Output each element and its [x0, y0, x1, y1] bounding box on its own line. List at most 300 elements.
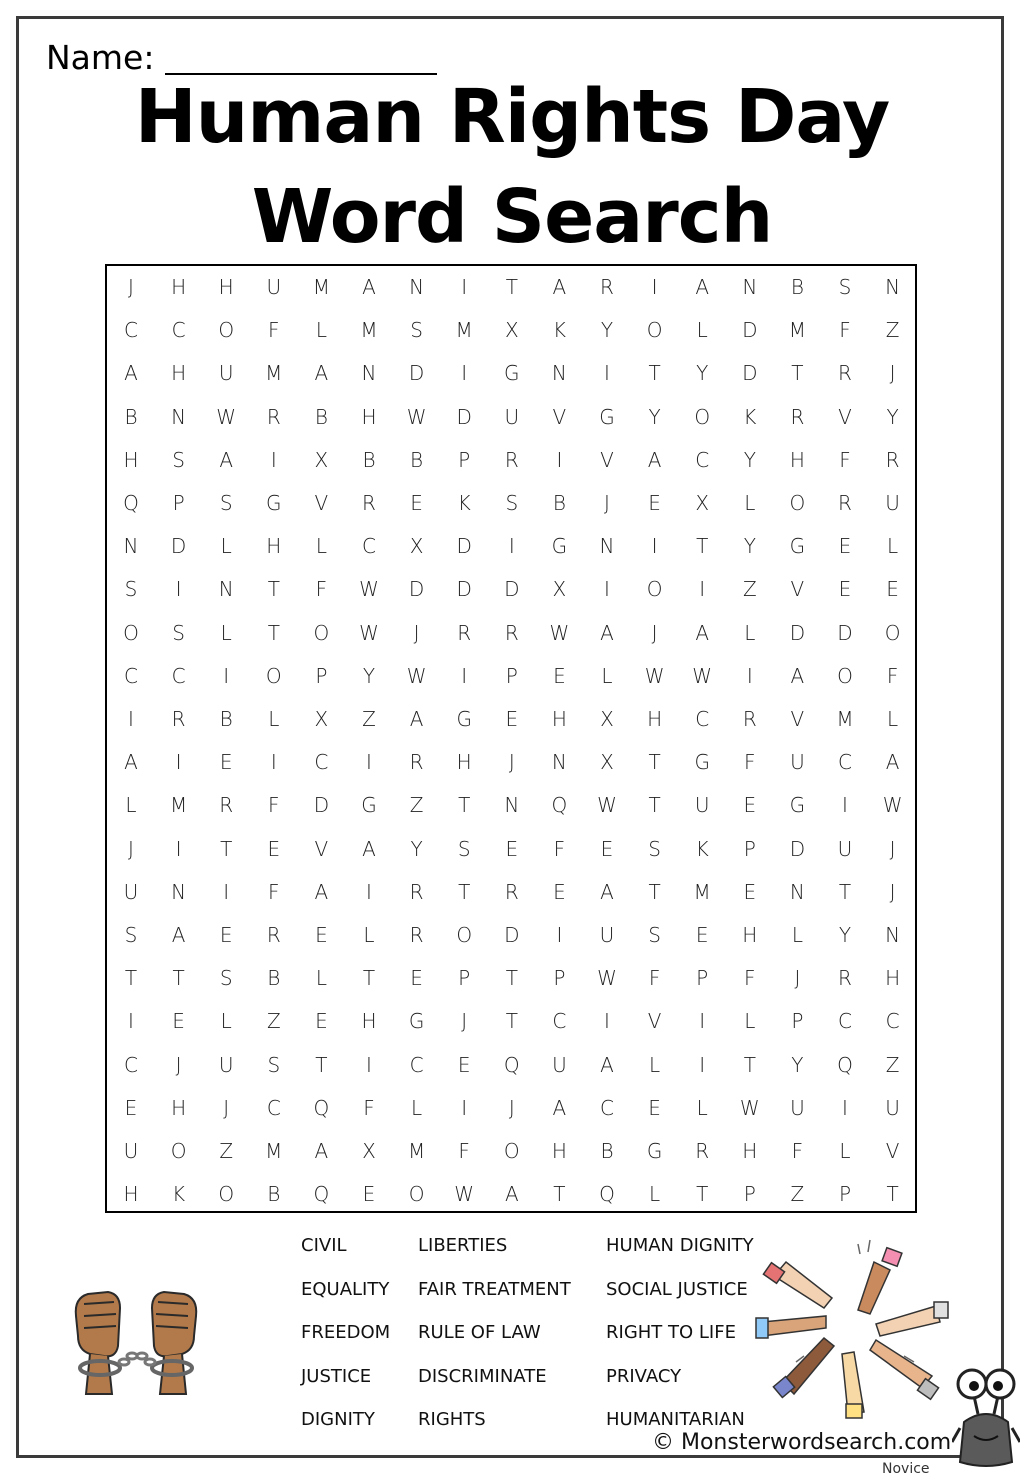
- grid-letter[interactable]: Q: [599, 1182, 615, 1207]
- grid-letter[interactable]: L: [601, 663, 613, 688]
- grid-letter[interactable]: N: [551, 750, 567, 775]
- grid-letter[interactable]: P: [743, 1182, 756, 1207]
- grid-letter[interactable]: T: [648, 361, 661, 386]
- grid-letter[interactable]: C: [552, 1009, 567, 1034]
- grid-letter[interactable]: P: [458, 447, 471, 472]
- grid-letter[interactable]: S: [172, 447, 185, 472]
- grid-letter[interactable]: J: [604, 491, 610, 515]
- grid-letter[interactable]: U: [123, 879, 139, 904]
- grid-letter[interactable]: V: [552, 404, 567, 429]
- grid-letter[interactable]: R: [885, 447, 900, 472]
- grid-letter[interactable]: A: [409, 707, 424, 731]
- grid-letter[interactable]: A: [124, 750, 138, 775]
- grid-letter[interactable]: X: [314, 707, 329, 731]
- grid-letter[interactable]: R: [171, 707, 186, 731]
- grid-letter[interactable]: T: [505, 1009, 518, 1034]
- grid-letter[interactable]: N: [742, 275, 758, 299]
- grid-letter[interactable]: Z: [885, 318, 900, 343]
- grid-letter[interactable]: L: [696, 1095, 708, 1120]
- grid-letter[interactable]: P: [172, 491, 185, 515]
- grid-letter[interactable]: E: [457, 1052, 471, 1077]
- grid-letter[interactable]: L: [744, 491, 756, 515]
- grid-letter[interactable]: J: [508, 750, 515, 775]
- grid-letter[interactable]: O: [646, 577, 663, 602]
- grid-letter[interactable]: E: [743, 793, 757, 818]
- grid-letter[interactable]: T: [458, 879, 471, 904]
- grid-letter[interactable]: T: [362, 966, 376, 991]
- grid-letter[interactable]: L: [839, 1139, 851, 1163]
- grid-letter[interactable]: T: [505, 966, 518, 991]
- grid-letter[interactable]: A: [314, 1139, 329, 1163]
- grid-letter[interactable]: Z: [885, 1052, 900, 1077]
- grid-letter[interactable]: E: [553, 663, 566, 688]
- grid-letter[interactable]: E: [362, 1182, 376, 1207]
- grid-letter[interactable]: R: [266, 923, 281, 947]
- grid-letter[interactable]: D: [456, 404, 472, 429]
- grid-letter[interactable]: W: [549, 620, 570, 645]
- grid-letter[interactable]: R: [504, 879, 519, 904]
- grid-letter[interactable]: F: [839, 318, 851, 343]
- grid-letter[interactable]: H: [742, 923, 758, 947]
- grid-letter[interactable]: C: [409, 1052, 424, 1077]
- grid-letter[interactable]: T: [172, 966, 185, 991]
- grid-letter[interactable]: W: [454, 1182, 475, 1207]
- grid-letter[interactable]: M: [265, 361, 283, 386]
- grid-letter[interactable]: G: [266, 491, 282, 515]
- grid-letter[interactable]: I: [128, 707, 134, 731]
- grid-letter[interactable]: I: [461, 1095, 468, 1120]
- grid-letter[interactable]: I: [461, 663, 468, 688]
- grid-letter[interactable]: E: [410, 491, 423, 515]
- grid-letter[interactable]: R: [504, 447, 519, 472]
- grid-letter[interactable]: T: [791, 361, 804, 386]
- grid-letter[interactable]: A: [219, 447, 234, 472]
- grid-letter[interactable]: I: [270, 447, 277, 472]
- grid-letter[interactable]: T: [458, 793, 471, 818]
- grid-letter[interactable]: Y: [791, 1052, 804, 1077]
- grid-letter[interactable]: V: [600, 447, 614, 472]
- grid-letter[interactable]: N: [885, 275, 901, 299]
- grid-letter[interactable]: G: [646, 1139, 663, 1163]
- grid-letter[interactable]: X: [552, 577, 567, 602]
- grid-letter[interactable]: R: [409, 923, 424, 947]
- grid-letter[interactable]: S: [124, 923, 138, 947]
- grid-letter[interactable]: U: [552, 1052, 567, 1077]
- grid-letter[interactable]: H: [647, 707, 663, 731]
- grid-letter[interactable]: E: [743, 879, 757, 904]
- grid-letter[interactable]: R: [838, 491, 852, 515]
- grid-letter[interactable]: P: [505, 663, 518, 688]
- grid-letter[interactable]: J: [461, 1009, 468, 1034]
- grid-letter[interactable]: B: [362, 447, 376, 472]
- grid-letter[interactable]: S: [219, 966, 233, 991]
- grid-letter[interactable]: H: [123, 1182, 139, 1207]
- grid-letter[interactable]: X: [600, 707, 614, 731]
- grid-letter[interactable]: J: [223, 1095, 230, 1120]
- grid-letter[interactable]: W: [644, 663, 665, 688]
- grid-letter[interactable]: F: [363, 1095, 375, 1120]
- grid-letter[interactable]: T: [267, 620, 280, 645]
- grid-letter[interactable]: G: [694, 750, 710, 775]
- grid-letter[interactable]: S: [457, 836, 471, 861]
- grid-letter[interactable]: B: [124, 404, 138, 429]
- grid-letter[interactable]: U: [599, 923, 615, 947]
- grid-letter[interactable]: O: [408, 1182, 425, 1207]
- grid-letter[interactable]: U: [837, 836, 853, 861]
- grid-letter[interactable]: C: [695, 447, 710, 472]
- grid-letter[interactable]: Z: [266, 1009, 281, 1034]
- grid-letter[interactable]: Q: [551, 793, 568, 818]
- grid-letter[interactable]: U: [885, 491, 900, 515]
- grid-letter[interactable]: E: [124, 1095, 138, 1120]
- grid-letter[interactable]: C: [171, 318, 186, 343]
- grid-letter[interactable]: Y: [362, 663, 376, 688]
- grid-letter[interactable]: Z: [742, 577, 757, 602]
- grid-letter[interactable]: A: [790, 663, 805, 688]
- grid-letter[interactable]: U: [790, 750, 805, 775]
- grid-letter[interactable]: A: [504, 1182, 519, 1207]
- grid-letter[interactable]: U: [266, 275, 282, 299]
- grid-letter[interactable]: X: [600, 750, 614, 775]
- grid-letter[interactable]: H: [123, 447, 139, 472]
- grid-letter[interactable]: M: [407, 1139, 426, 1163]
- grid-letter[interactable]: E: [172, 1009, 185, 1034]
- grid-letter[interactable]: F: [268, 318, 280, 343]
- grid-letter[interactable]: A: [552, 275, 567, 299]
- grid-letter[interactable]: H: [361, 1009, 377, 1034]
- grid-letter[interactable]: K: [695, 836, 709, 861]
- grid-letter[interactable]: R: [219, 793, 234, 818]
- grid-letter[interactable]: D: [504, 923, 520, 947]
- grid-letter[interactable]: F: [268, 793, 280, 818]
- grid-letter[interactable]: T: [648, 793, 661, 818]
- grid-letter[interactable]: T: [696, 1182, 709, 1207]
- grid-letter[interactable]: M: [693, 879, 711, 904]
- grid-letter[interactable]: W: [597, 793, 617, 818]
- grid-letter[interactable]: C: [314, 750, 329, 775]
- grid-letter[interactable]: W: [692, 663, 713, 688]
- grid-letter[interactable]: S: [267, 1052, 281, 1077]
- grid-letter[interactable]: O: [789, 491, 806, 515]
- grid-letter[interactable]: O: [218, 318, 235, 343]
- grid-letter[interactable]: O: [884, 620, 901, 645]
- grid-letter[interactable]: D: [408, 361, 425, 386]
- grid-letter[interactable]: W: [406, 663, 427, 688]
- grid-letter[interactable]: R: [362, 491, 376, 515]
- grid-letter[interactable]: L: [887, 707, 899, 731]
- grid-letter[interactable]: E: [838, 577, 852, 602]
- grid-letter[interactable]: Z: [409, 793, 424, 818]
- grid-letter[interactable]: A: [124, 361, 138, 386]
- grid-letter[interactable]: I: [699, 1052, 706, 1077]
- grid-letter[interactable]: A: [885, 750, 900, 775]
- grid-letter[interactable]: X: [695, 491, 710, 515]
- grid-letter[interactable]: B: [410, 447, 424, 472]
- grid-letter[interactable]: T: [648, 879, 661, 904]
- grid-letter[interactable]: V: [790, 707, 805, 731]
- grid-letter[interactable]: W: [597, 966, 617, 991]
- grid-letter[interactable]: J: [889, 879, 896, 904]
- grid-letter[interactable]: W: [359, 577, 379, 602]
- grid-letter[interactable]: T: [505, 275, 518, 299]
- grid-letter[interactable]: I: [556, 923, 563, 947]
- grid-letter[interactable]: X: [409, 534, 424, 559]
- grid-letter[interactable]: A: [647, 447, 662, 472]
- grid-letter[interactable]: I: [461, 361, 468, 386]
- grid-letter[interactable]: I: [461, 275, 468, 299]
- grid-letter[interactable]: O: [646, 318, 663, 343]
- grid-letter[interactable]: D: [170, 534, 187, 559]
- grid-letter[interactable]: U: [885, 1095, 900, 1120]
- grid-letter[interactable]: L: [220, 620, 232, 645]
- grid-letter[interactable]: H: [218, 275, 234, 299]
- grid-letter[interactable]: A: [314, 879, 329, 904]
- grid-letter[interactable]: B: [552, 491, 566, 515]
- grid-letter[interactable]: O: [503, 1139, 520, 1163]
- grid-letter[interactable]: D: [742, 318, 758, 343]
- grid-letter[interactable]: M: [265, 1139, 283, 1163]
- grid-letter[interactable]: I: [175, 577, 182, 602]
- grid-letter[interactable]: F: [886, 663, 899, 688]
- grid-letter[interactable]: W: [739, 1095, 760, 1120]
- grid-letter[interactable]: F: [315, 577, 328, 602]
- grid-letter[interactable]: J: [128, 275, 134, 299]
- grid-letter[interactable]: D: [789, 620, 806, 645]
- grid-letter[interactable]: I: [508, 534, 515, 559]
- grid-letter[interactable]: I: [366, 1052, 372, 1077]
- grid-letter[interactable]: H: [171, 361, 187, 386]
- grid-letter[interactable]: D: [789, 836, 806, 861]
- grid-letter[interactable]: L: [649, 1052, 661, 1077]
- grid-letter[interactable]: I: [366, 750, 372, 775]
- grid-letter[interactable]: X: [314, 447, 329, 472]
- grid-letter[interactable]: I: [604, 577, 610, 602]
- grid-letter[interactable]: I: [651, 275, 658, 299]
- grid-letter[interactable]: D: [313, 793, 330, 818]
- grid-letter[interactable]: C: [124, 318, 138, 343]
- grid-letter[interactable]: G: [599, 404, 615, 429]
- grid-letter[interactable]: D: [504, 577, 520, 602]
- grid-letter[interactable]: M: [169, 793, 188, 818]
- grid-letter[interactable]: N: [885, 923, 901, 947]
- grid-letter[interactable]: M: [836, 707, 854, 731]
- grid-letter[interactable]: B: [267, 1182, 281, 1207]
- grid-letter[interactable]: K: [552, 318, 566, 343]
- grid-letter[interactable]: J: [889, 836, 896, 861]
- grid-letter[interactable]: R: [838, 361, 852, 386]
- grid-letter[interactable]: L: [220, 534, 232, 559]
- grid-letter[interactable]: P: [791, 1009, 804, 1034]
- grid-letter[interactable]: T: [553, 1182, 566, 1207]
- grid-letter[interactable]: D: [456, 534, 472, 559]
- grid-letter[interactable]: R: [742, 707, 757, 731]
- grid-letter[interactable]: A: [600, 879, 614, 904]
- grid-letter[interactable]: A: [314, 361, 329, 386]
- grid-letter[interactable]: I: [128, 1009, 134, 1034]
- grid-letter[interactable]: N: [123, 534, 139, 559]
- grid-letter[interactable]: N: [504, 793, 520, 818]
- grid-letter[interactable]: A: [600, 1052, 614, 1077]
- grid-letter[interactable]: N: [409, 275, 425, 299]
- grid-letter[interactable]: Q: [837, 1052, 853, 1077]
- grid-letter[interactable]: T: [696, 534, 709, 559]
- grid-letter[interactable]: P: [553, 966, 566, 991]
- grid-letter[interactable]: A: [171, 923, 186, 947]
- grid-letter[interactable]: S: [219, 491, 233, 515]
- grid-letter[interactable]: Q: [313, 1095, 330, 1120]
- grid-letter[interactable]: R: [266, 404, 281, 429]
- grid-letter[interactable]: Z: [219, 1139, 234, 1163]
- grid-letter[interactable]: C: [695, 707, 710, 731]
- grid-letter[interactable]: A: [552, 1095, 567, 1120]
- grid-letter[interactable]: N: [171, 404, 187, 429]
- grid-letter[interactable]: S: [410, 318, 423, 343]
- grid-letter[interactable]: L: [220, 1009, 232, 1034]
- grid-letter[interactable]: I: [556, 447, 563, 472]
- grid-letter[interactable]: I: [746, 663, 753, 688]
- grid-letter[interactable]: V: [647, 1009, 662, 1034]
- grid-letter[interactable]: E: [505, 707, 519, 731]
- grid-letter[interactable]: U: [504, 404, 520, 429]
- grid-letter[interactable]: H: [551, 707, 567, 731]
- grid-letter[interactable]: S: [648, 923, 661, 947]
- grid-letter[interactable]: C: [266, 1095, 281, 1120]
- grid-letter[interactable]: E: [648, 1095, 661, 1120]
- grid-letter[interactable]: O: [170, 1139, 187, 1163]
- grid-letter[interactable]: F: [553, 836, 566, 861]
- grid-letter[interactable]: T: [743, 1052, 756, 1077]
- grid-letter[interactable]: O: [265, 663, 282, 688]
- grid-letter[interactable]: L: [268, 707, 280, 731]
- grid-letter[interactable]: C: [885, 1009, 900, 1034]
- grid-letter[interactable]: D: [408, 577, 425, 602]
- grid-letter[interactable]: Z: [362, 707, 376, 731]
- grid-letter[interactable]: C: [362, 534, 376, 559]
- grid-letter[interactable]: W: [882, 793, 903, 818]
- grid-letter[interactable]: S: [838, 275, 852, 299]
- grid-letter[interactable]: G: [789, 793, 806, 818]
- grid-letter[interactable]: N: [599, 534, 615, 559]
- grid-letter[interactable]: H: [361, 404, 377, 429]
- grid-letter[interactable]: J: [651, 620, 658, 645]
- grid-letter[interactable]: I: [842, 793, 848, 818]
- grid-letter[interactable]: L: [649, 1182, 661, 1207]
- grid-letter[interactable]: E: [553, 879, 566, 904]
- grid-letter[interactable]: U: [218, 1052, 234, 1077]
- grid-letter[interactable]: L: [744, 620, 756, 645]
- grid-letter[interactable]: R: [457, 620, 472, 645]
- grid-letter[interactable]: C: [600, 1095, 614, 1120]
- grid-letter[interactable]: V: [314, 836, 329, 861]
- grid-letter[interactable]: A: [600, 620, 614, 645]
- grid-letter[interactable]: H: [171, 275, 187, 299]
- grid-letter[interactable]: U: [123, 1139, 139, 1163]
- grid-letter[interactable]: I: [842, 1095, 848, 1120]
- grid-letter[interactable]: C: [171, 663, 186, 688]
- grid-letter[interactable]: M: [788, 318, 807, 343]
- grid-letter[interactable]: J: [794, 966, 801, 991]
- grid-letter[interactable]: O: [456, 923, 473, 947]
- grid-letter[interactable]: L: [315, 534, 327, 559]
- grid-letter[interactable]: E: [648, 491, 661, 515]
- grid-letter[interactable]: F: [791, 1139, 804, 1163]
- grid-letter[interactable]: Y: [886, 404, 899, 429]
- grid-letter[interactable]: O: [694, 404, 711, 429]
- grid-letter[interactable]: G: [789, 534, 806, 559]
- grid-letter[interactable]: A: [695, 275, 710, 299]
- grid-letter[interactable]: O: [837, 663, 853, 688]
- grid-letter[interactable]: I: [699, 577, 706, 602]
- grid-letter[interactable]: Y: [600, 318, 614, 343]
- grid-letter[interactable]: E: [315, 923, 328, 947]
- grid-letter[interactable]: N: [218, 577, 234, 602]
- grid-letter[interactable]: C: [124, 663, 138, 688]
- grid-letter[interactable]: M: [312, 275, 331, 299]
- grid-letter[interactable]: L: [791, 923, 803, 947]
- grid-letter[interactable]: D: [837, 620, 853, 645]
- grid-letter[interactable]: R: [838, 966, 852, 991]
- grid-letter[interactable]: I: [699, 1009, 706, 1034]
- grid-letter[interactable]: K: [172, 1182, 186, 1207]
- grid-letter[interactable]: E: [695, 923, 709, 947]
- grid-letter[interactable]: T: [220, 836, 233, 861]
- grid-letter[interactable]: O: [123, 620, 139, 645]
- grid-letter[interactable]: I: [223, 663, 230, 688]
- grid-letter[interactable]: X: [504, 318, 519, 343]
- grid-letter[interactable]: B: [790, 275, 804, 299]
- grid-letter[interactable]: F: [839, 447, 851, 472]
- grid-letter[interactable]: H: [551, 1139, 567, 1163]
- grid-letter[interactable]: R: [600, 275, 614, 299]
- grid-letter[interactable]: J: [413, 620, 420, 645]
- grid-letter[interactable]: P: [743, 836, 756, 861]
- grid-letter[interactable]: Y: [648, 404, 661, 429]
- grid-letter[interactable]: E: [267, 836, 281, 861]
- grid-letter[interactable]: C: [838, 1009, 852, 1034]
- grid-letter[interactable]: F: [268, 879, 280, 904]
- grid-letter[interactable]: S: [124, 577, 138, 602]
- grid-letter[interactable]: Y: [838, 923, 852, 947]
- grid-letter[interactable]: L: [315, 966, 327, 991]
- grid-letter[interactable]: A: [362, 275, 376, 299]
- grid-letter[interactable]: Q: [123, 491, 139, 515]
- grid-letter[interactable]: W: [216, 404, 237, 429]
- grid-letter[interactable]: C: [124, 1052, 138, 1077]
- grid-letter[interactable]: G: [456, 707, 472, 731]
- grid-letter[interactable]: P: [458, 966, 471, 991]
- grid-letter[interactable]: H: [885, 966, 901, 991]
- grid-letter[interactable]: V: [838, 404, 852, 429]
- grid-letter[interactable]: R: [790, 404, 805, 429]
- grid-letter[interactable]: R: [695, 1139, 710, 1163]
- grid-letter[interactable]: I: [175, 836, 182, 861]
- grid-letter[interactable]: E: [600, 836, 614, 861]
- grid-letter[interactable]: I: [604, 361, 610, 386]
- grid-letter[interactable]: D: [456, 577, 472, 602]
- grid-letter[interactable]: I: [604, 1009, 610, 1034]
- grid-letter[interactable]: P: [696, 966, 709, 991]
- grid-letter[interactable]: V: [885, 1139, 900, 1163]
- grid-letter[interactable]: E: [838, 534, 852, 559]
- grid-letter[interactable]: R: [409, 879, 424, 904]
- grid-letter[interactable]: K: [457, 491, 471, 515]
- grid-letter[interactable]: H: [266, 534, 282, 559]
- grid-letter[interactable]: O: [218, 1182, 235, 1207]
- grid-letter[interactable]: T: [124, 966, 138, 991]
- grid-letter[interactable]: J: [889, 361, 896, 386]
- grid-letter[interactable]: B: [600, 1139, 614, 1163]
- grid-letter[interactable]: N: [789, 879, 805, 904]
